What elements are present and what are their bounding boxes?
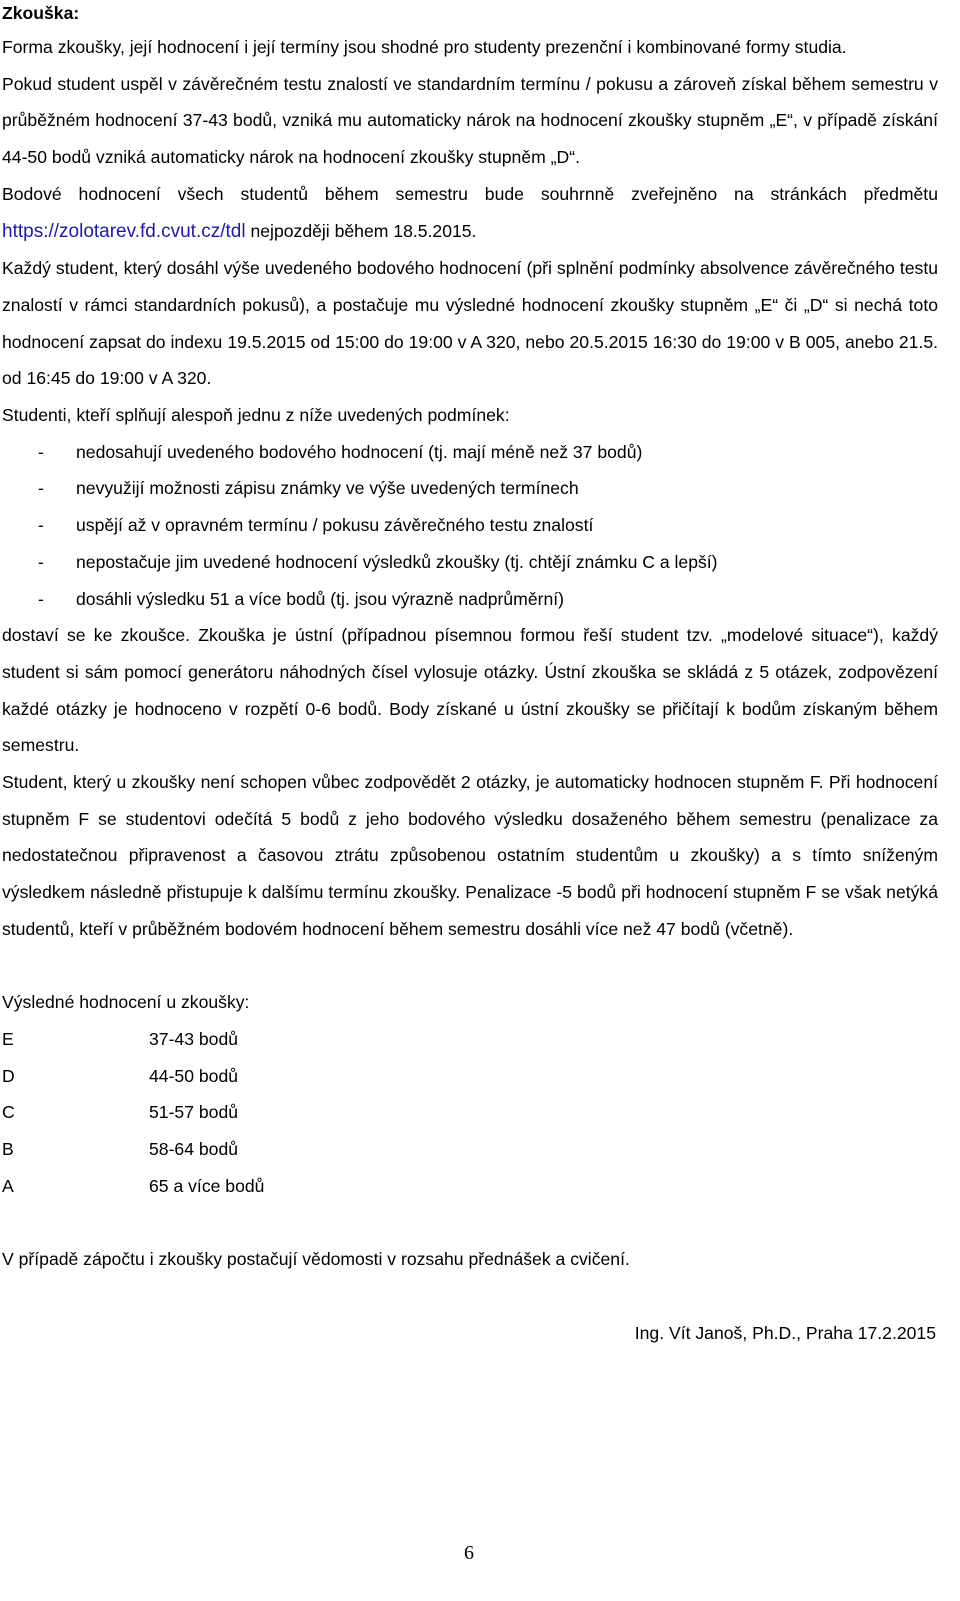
conditions-list bbox=[2, 434, 938, 618]
grade-letter: C bbox=[2, 1102, 15, 1123]
grade-row bbox=[2, 1168, 938, 1205]
list-dash: - bbox=[38, 551, 44, 572]
points-publication-text: Bodové hodnocení všech studentů během semestru bude souhrnně zveřejněno na stránkách předmětu bbox=[2, 183, 938, 204]
grade-row bbox=[2, 1021, 938, 1058]
document-content bbox=[2, 0, 938, 1351]
grade-letter: E bbox=[2, 1028, 14, 1049]
list-dash: - bbox=[38, 515, 44, 536]
grade-range: 37-43 bodů bbox=[149, 1028, 239, 1049]
paragraph-conditions-intro: Studenti, kteří splňují alespoň jednu z níže uvedených podmínek: bbox=[2, 405, 510, 426]
paragraph-automatic-grade: Pokud student uspěl v závěrečném testu znalostí ve standardním termínu / pokusu a zároveň získal během semestru v průběžném hodnocení 37-43 bodů, vzniká mu automaticky nárok na hodnocení zkoušky stupněm „E“, v případě získání 44-50 bodů vzniká automaticky nárok na hodnocení zkoušky stupněm „D“. bbox=[2, 73, 938, 168]
course-link[interactable]: https://zolotarev.fd.cvut.cz/tdl bbox=[2, 220, 246, 242]
paragraph-exam-form: Forma zkoušky, její hodnocení i její termíny jsou shodné pro studenty prezenční i kombinované formy studia. bbox=[2, 37, 847, 57]
list-item bbox=[2, 544, 938, 581]
grade-range: 65 a více bodů bbox=[149, 1175, 265, 1196]
grade-row bbox=[2, 1131, 938, 1168]
list-item-text: nevyužijí možnosti zápisu známky ve výše uvedených termínech bbox=[76, 478, 579, 499]
spacer bbox=[2, 1278, 938, 1315]
signature: Ing. Vít Janoš, Ph.D., Praha 17.2.2015 bbox=[634, 1322, 936, 1343]
points-publication-deadline: nejpozději během 18.5.2015. bbox=[245, 220, 477, 241]
paragraph-grade-recording: Každý student, který dosáhl výše uvedeného bodového hodnocení (při splnění podmínky absolvence závěrečného testu znalostí v rámci standardních pokusů), a postačuje mu výsledné hodnocení zkoušky stupněm „E“ či „D“ si nechá toto hodnocení zapsat do indexu 19.5.2015 od 15:00 do 19:00 v A 320, nebo 20.5.2015 16:30 do 19:00 v B 005, anebo 21.5. od 16:45 do 19:00 v A 320. bbox=[2, 258, 938, 389]
list-item bbox=[2, 581, 938, 618]
list-item-text: dosáhli výsledku 51 a více bodů (tj. jsou výrazně nadprůměrní) bbox=[76, 588, 564, 609]
list-item bbox=[2, 434, 938, 471]
list-item-text: nepostačuje jim uvedené hodnocení výsledků zkoušky (tj. chtějí známku C a lepší) bbox=[76, 551, 718, 572]
closing-note: V případě zápočtu i zkoušky postačují vědomosti v rozsahu přednášek a cvičení. bbox=[2, 1249, 630, 1270]
list-item-text: uspějí až v opravném termínu / pokusu závěrečného testu znalostí bbox=[76, 515, 594, 536]
paragraph-points-publication bbox=[2, 176, 938, 250]
list-dash: - bbox=[38, 441, 44, 462]
grade-letter: B bbox=[2, 1139, 14, 1160]
grade-range: 44-50 bodů bbox=[149, 1065, 239, 1086]
spacer bbox=[2, 1204, 938, 1241]
grades-title: Výsledné hodnocení u zkoušky: bbox=[2, 992, 250, 1013]
list-dash: - bbox=[38, 478, 44, 499]
grade-letter: D bbox=[2, 1065, 15, 1086]
paragraph-penalty: Student, který u zkoušky není schopen vůbec zodpovědět 2 otázky, je automaticky hodnocen stupněm F. Při hodnocení stupněm F se studentovi odečítá 5 bodů z jeho bodového výsledku dosaženého během semestru (penalizace za nedostatečnou připravenost a časovou ztrátu způsobenou ostatním studentům u zkoušky) a s tímto sníženým výsledkem následně přistupuje k dalšímu termínu zkoušky. Penalizace -5 bodů při hodnocení stupněm F se však netýká studentů, kteří v průběžném bodovém hodnocení během semestru dosáhli více než 47 bodů (včetně). bbox=[2, 772, 938, 939]
grades-table bbox=[2, 1021, 938, 1205]
paragraph-oral-exam: dostaví se ke zkoušce. Zkouška je ústní (případnou písemnou formou řeší student tzv. „modelové situace“), každý student si sám pomocí generátoru náhodných čísel vylosuje otázky. Ústní zkouška se skládá z 5 otázek, zodpovězení každé otázky je hodnoceno v rozpětí 0-6 bodů. Body získané u ústní zkoušky se přičítají k bodům získaným během semestru. bbox=[2, 625, 938, 756]
list-item-text: nedosahují uvedeného bodového hodnocení (tj. mají méně než 37 bodů) bbox=[76, 441, 643, 462]
grade-range: 58-64 bodů bbox=[149, 1139, 239, 1160]
page-number: 6 bbox=[464, 1542, 474, 1564]
list-item bbox=[2, 470, 938, 507]
list-item bbox=[2, 507, 938, 544]
list-dash: - bbox=[38, 588, 44, 609]
grade-range: 51-57 bodů bbox=[149, 1102, 239, 1123]
grade-row bbox=[2, 1094, 938, 1131]
grade-row bbox=[2, 1058, 938, 1095]
grade-letter: A bbox=[2, 1175, 14, 1196]
spacer bbox=[2, 948, 938, 985]
section-heading: Zkouška: bbox=[2, 3, 80, 23]
